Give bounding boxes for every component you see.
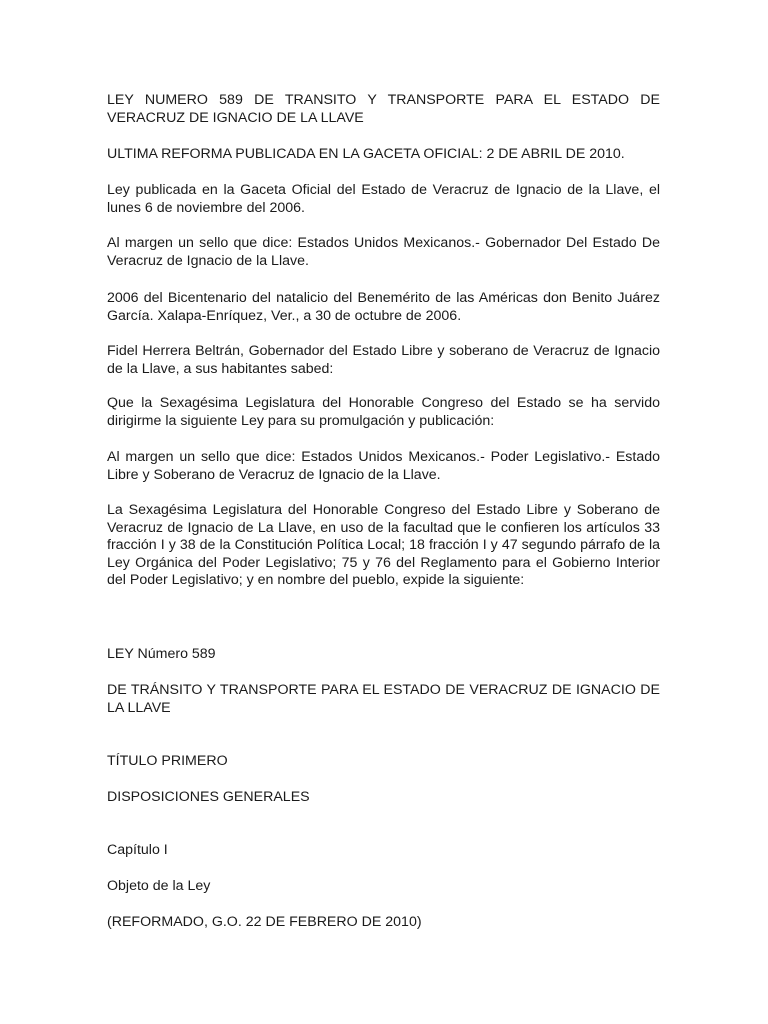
chapter-heading: Capítulo I bbox=[107, 842, 168, 858]
publication-paragraph: Ley publicada en la Gaceta Oficial del Estado de Veracruz de Ignacio de la Llave, el lunes 6 de noviembre del 2006. bbox=[107, 182, 660, 216]
seal-paragraph-2: Al margen un sello que dice: Estados Unidos Mexicanos.- Poder Legislativo.- Estado Libre y Soberano de Veracruz de Ignacio de la Llave. bbox=[107, 449, 660, 483]
seal-paragraph-1: Al margen un sello que dice: Estados Unidos Mexicanos.- Gobernador Del Estado De Veracruz de Ignacio de la Llave. bbox=[107, 235, 660, 269]
title-name: DISPOSICIONES GENERALES bbox=[107, 789, 310, 805]
enactment-paragraph: La Sexagésima Legislatura del Honorable Congreso del Estado Libre y Soberano de Veracruz de Ignacio de La Llave, en uso de la facultad que le confieren los artículos 33 fracción I y 38 de la Constitución Política Local; 18 fracción I y 47 segundo párrafo de la Ley Orgánica del Poder Legislativo; 75 y 76 del Reglamento para el Gobierno Interior del Poder Legislativo; y en nombre del pueblo, expide la siguiente: bbox=[107, 502, 660, 588]
last-reform-line: ULTIMA REFORMA PUBLICADA EN LA GACETA OFICIAL: 2 DE ABRIL DE 2010. bbox=[107, 146, 625, 162]
reform-note: (REFORMADO, G.O. 22 DE FEBRERO DE 2010) bbox=[107, 914, 422, 930]
document-title: LEY NUMERO 589 DE TRANSITO Y TRANSPORTE PARA EL ESTADO DE VERACRUZ DE IGNACIO DE LA LLAVE bbox=[107, 92, 660, 126]
chapter-name: Objeto de la Ley bbox=[107, 878, 211, 894]
legislature-notice-paragraph: Que la Sexagésima Legislatura del Honorable Congreso del Estado se ha servido dirigirme la siguiente Ley para su promulgación y publicación: bbox=[107, 395, 660, 429]
law-number-heading: LEY Número 589 bbox=[107, 646, 216, 662]
governor-paragraph: Fidel Herrera Beltrán, Gobernador del Estado Libre y soberano de Veracruz de Ignacio de la Llave, a sus habitantes sabed: bbox=[107, 343, 660, 377]
title-heading: TÍTULO PRIMERO bbox=[107, 753, 228, 769]
law-subject-heading: DE TRÁNSITO Y TRANSPORTE PARA EL ESTADO DE VERACRUZ DE IGNACIO DE LA LLAVE bbox=[107, 682, 660, 716]
bicentenary-paragraph: 2006 del Bicentenario del natalicio del Benemérito de las Américas don Benito Juárez García. Xalapa-Enríquez, Ver., a 30 de octubre de 2006. bbox=[107, 290, 660, 324]
